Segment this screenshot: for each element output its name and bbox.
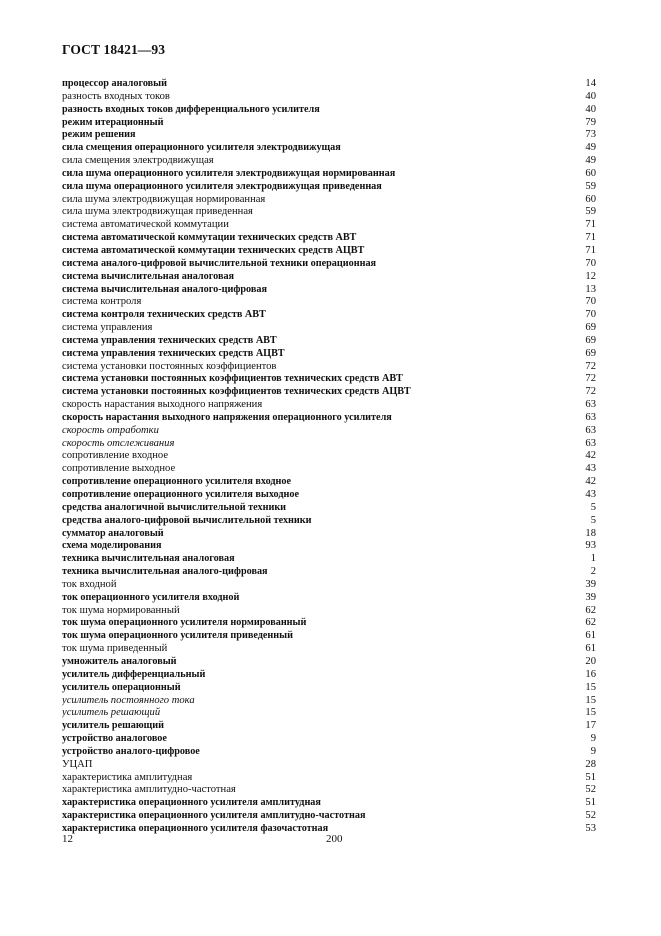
index-page-ref: 60 (585, 193, 596, 205)
index-entry (62, 412, 596, 425)
index-page-ref: 14 (585, 78, 596, 89)
index-entry (62, 528, 596, 541)
index-entry (62, 682, 596, 695)
index-page-ref: 43 (585, 463, 596, 475)
index-term: ток шума нормированный (62, 604, 180, 616)
index-term: усилитель дифференциальный (62, 668, 206, 680)
index-entry (62, 296, 596, 309)
index-page-ref: 15 (585, 694, 596, 706)
index-entry (62, 91, 596, 104)
index-page-ref: 16 (585, 668, 596, 680)
index-entry (62, 271, 596, 284)
index-page-ref: 71 (585, 244, 596, 256)
index-term: скорость нарастания выходного напряжения операционного усилителя (62, 411, 392, 423)
index-page-ref: 53 (585, 822, 596, 834)
index-term: средства аналого-цифровой вычислительной техники (62, 514, 312, 526)
index-page-ref: 62 (585, 617, 596, 629)
index-page-ref: 40 (585, 103, 596, 115)
index-entry (62, 733, 596, 746)
index-entry (62, 450, 596, 463)
index-term: система вычислительная аналоговая (62, 270, 235, 282)
index-entry (62, 438, 596, 451)
index-term: усилитель операционный (62, 681, 181, 693)
index-term: сила смещения операционного усилителя электродвижущая (62, 142, 341, 154)
index-page-ref: 59 (585, 180, 596, 192)
index-page-ref: 49 (585, 142, 596, 154)
index-term: скорость отслеживания (62, 437, 175, 449)
index-term: схема моделирования (62, 540, 162, 552)
index-term: усилитель решающий (62, 707, 161, 719)
index-term: сопротивление операционного усилителя выходное (62, 489, 299, 500)
index-page-ref: 72 (585, 360, 596, 372)
index-page-ref: 70 (585, 309, 596, 321)
index-entry (62, 386, 596, 399)
index-page-ref: 72 (585, 386, 596, 398)
index-term: ток операционного усилителя входной (62, 591, 240, 603)
index-term: сумматор аналоговый (62, 527, 164, 539)
index-entry (62, 245, 596, 258)
index-entry (62, 129, 596, 142)
index-page-ref: 73 (585, 129, 596, 141)
index-entry (62, 540, 596, 553)
index-term: ток шума операционного усилителя нормированный (62, 617, 307, 629)
page-number: 12 (62, 833, 73, 845)
index-entry (62, 322, 596, 335)
index-entry (62, 194, 596, 207)
index-entry (62, 592, 596, 605)
index-entry (62, 219, 596, 232)
index-term: усилитель решающий (62, 720, 164, 732)
index-page-ref: 63 (585, 424, 596, 436)
index-term: сопротивление операционного усилителя входное (62, 476, 292, 488)
index-term: система автоматической коммутации технических средств АВТ (62, 232, 357, 244)
index-page-ref: 17 (585, 720, 596, 732)
index-term: система вычислительная аналого-цифровая (62, 283, 267, 295)
index-page-ref: 2 (590, 566, 596, 578)
index-page-ref: 93 (585, 540, 596, 552)
index-entry (62, 155, 596, 168)
index-entry (62, 399, 596, 412)
index-term: система установки постоянных коэффициентов (62, 360, 277, 372)
index-term: ток шума операционного усилителя приведенный (62, 630, 293, 642)
index-page-ref: 61 (585, 643, 596, 655)
index-entry (62, 605, 596, 618)
index-entry (62, 309, 596, 322)
index-entry (62, 707, 596, 720)
index-entry (62, 489, 596, 502)
index-term: система автоматической коммутации (62, 219, 229, 231)
index-term: система управления (62, 322, 153, 334)
index-page-ref: 40 (585, 90, 596, 102)
index-entry (62, 502, 596, 515)
index-term: ток входной (62, 578, 117, 590)
index-term: характеристика операционного усилителя фазочастотная (62, 822, 329, 834)
index-term: усилитель постоянного тока (62, 694, 195, 706)
index-entry (62, 142, 596, 155)
index-page-ref: 72 (585, 373, 596, 385)
document-title: ГОСТ 18421—93 (62, 42, 166, 57)
index-page-ref: 70 (585, 257, 596, 269)
index-entry (62, 78, 596, 91)
index-page-ref: 39 (585, 578, 596, 590)
index-term: характеристика операционного усилителя амплитудно-частотная (62, 810, 366, 822)
index-entry (62, 720, 596, 733)
index-page-ref: 15 (585, 707, 596, 719)
index-page-ref: 42 (585, 450, 596, 462)
index-term: сопротивление входное (62, 450, 169, 462)
index-page-ref: 71 (585, 232, 596, 244)
index-term: система автоматической коммутации технических средств АЦВТ (62, 244, 365, 256)
index-page-ref: 69 (585, 322, 596, 334)
index-page-ref: 5 (590, 514, 596, 526)
index-entry (62, 617, 596, 630)
index-page-ref: 49 (585, 155, 596, 167)
index-term: система аналого-цифровой вычислительной техники операционная (62, 257, 377, 269)
index-entry (62, 759, 596, 772)
index-entry (62, 425, 596, 438)
index-term: система управления технических средств АЦВТ (62, 347, 285, 359)
index-term: ток шума приведенный (62, 643, 168, 655)
index-term: система контроля (62, 296, 142, 308)
index-term: сила шума электродвижущая нормированная (62, 193, 266, 205)
index-entry (62, 515, 596, 528)
index-term: сила шума электродвижущая приведенная (62, 206, 253, 218)
index-entry (62, 181, 596, 194)
index-term: сила шума операционного усилителя электродвижущая нормированная (62, 167, 396, 179)
index-entry (62, 348, 596, 361)
index-entry (62, 797, 596, 810)
index-entry (62, 232, 596, 245)
index-term: сила шума операционного усилителя электродвижущая приведенная (62, 180, 382, 192)
index-page-ref: 9 (590, 733, 596, 745)
index-term: режим итерационный (62, 116, 164, 128)
index-page-ref: 60 (585, 167, 596, 179)
index-page-ref: 5 (590, 501, 596, 513)
index-page-ref: 59 (585, 206, 596, 218)
index-term: техника вычислительная аналоговая (62, 553, 235, 565)
index-term: характеристика амплитудно-частотная (62, 784, 236, 796)
index-entry (62, 284, 596, 297)
index-entry (62, 335, 596, 348)
index-term: система управления технических средств АВТ (62, 334, 277, 346)
index-term: система установки постоянных коэффициентов технических средств АЦВТ (62, 386, 411, 398)
index-entry (62, 784, 596, 797)
index-entry (62, 206, 596, 219)
index-page-ref: 71 (585, 219, 596, 231)
index-page-ref: 28 (585, 758, 596, 770)
index-term: умножитель аналоговый (62, 655, 177, 667)
index-entry (62, 553, 596, 566)
index-entry (62, 746, 596, 759)
index-term: характеристика амплитудная (62, 771, 193, 783)
index-page-ref: 1 (590, 553, 596, 565)
index-entry (62, 630, 596, 643)
index-entry (62, 656, 596, 669)
index-page-ref: 52 (585, 784, 596, 796)
index-term: сила смещения электродвижущая (62, 155, 214, 167)
index-page-ref: 15 (585, 681, 596, 693)
index-term: разность входных токов дифференциального усилителя (62, 103, 320, 115)
index-page-ref: 70 (585, 296, 596, 308)
index-entry (62, 104, 596, 117)
index-term: характеристика операционного усилителя амплитудная (62, 797, 321, 809)
index-page-ref: 63 (585, 399, 596, 411)
index-term: техника вычислительная аналого-цифровая (62, 566, 268, 578)
index-entry (62, 117, 596, 130)
index-entry (62, 695, 596, 708)
index-page-ref: 69 (585, 347, 596, 359)
index-page-ref: 13 (585, 283, 596, 295)
index-entry (62, 643, 596, 656)
index-page-ref: 20 (585, 655, 596, 667)
index-page-ref: 18 (585, 527, 596, 539)
index-entry (62, 168, 596, 181)
index-entry (62, 463, 596, 476)
index-term: режим решения (62, 129, 136, 141)
index-term: устройство аналого-цифровое (62, 745, 200, 757)
index-term: скорость отработки (62, 424, 159, 436)
index-page-ref: 79 (585, 116, 596, 128)
index-entry (62, 669, 596, 682)
term-index-list (62, 78, 596, 836)
index-page-ref: 9 (590, 745, 596, 757)
index-term: разность входных токов (62, 90, 170, 102)
sheet-number: 200 (326, 833, 343, 845)
index-page-ref: 12 (585, 270, 596, 282)
index-entry (62, 566, 596, 579)
index-entry (62, 258, 596, 271)
index-entry (62, 476, 596, 489)
index-page-ref: 63 (585, 437, 596, 449)
index-page-ref: 42 (585, 476, 596, 488)
index-page-ref: 62 (585, 604, 596, 616)
index-page-ref: 69 (585, 334, 596, 346)
index-term: УЦАП (62, 758, 93, 770)
index-page-ref: 43 (585, 489, 596, 500)
index-term: устройство аналоговое (62, 733, 167, 745)
index-page-ref: 52 (585, 810, 596, 822)
index-term: процессор аналоговый (62, 78, 167, 89)
index-entry (62, 579, 596, 592)
index-page-ref: 63 (585, 411, 596, 423)
index-term: сопротивление выходное (62, 463, 176, 475)
index-term: система контроля технических средств АВТ (62, 309, 266, 321)
index-page-ref: 51 (585, 771, 596, 783)
index-page-ref: 39 (585, 591, 596, 603)
index-entry (62, 373, 596, 386)
index-term: средства аналогичной вычислительной техники (62, 501, 287, 513)
index-entry (62, 810, 596, 823)
index-term: скорость нарастания выходного напряжения (62, 399, 263, 411)
index-entry (62, 361, 596, 374)
index-page-ref: 61 (585, 630, 596, 642)
index-page-ref: 51 (585, 797, 596, 809)
index-entry (62, 772, 596, 785)
index-term: система установки постоянных коэффициентов технических средств АВТ (62, 373, 403, 385)
